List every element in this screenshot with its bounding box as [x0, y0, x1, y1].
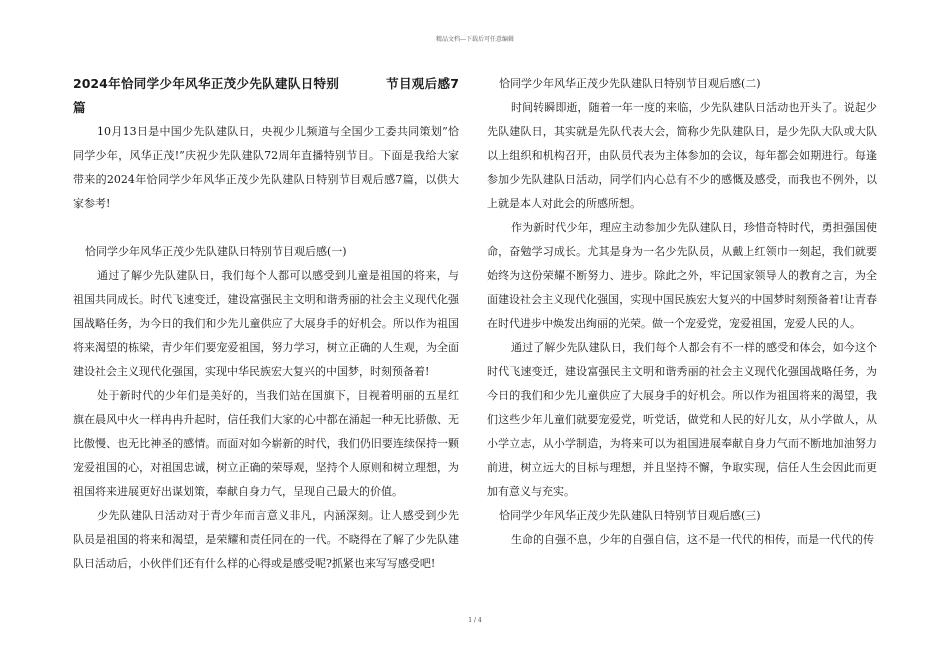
right-column [487, 72, 877, 552]
page-header-note: 精品文档---下载后可任意编辑 [435, 36, 515, 43]
section-2-paragraph: 作为新时代少年，理应主动参加少先队建队日，珍惜奇特时代，勇担强国使命，奋勉学习成长。尤其是身为一名少先队员，从戴上红领巾一刻起，我们就要始终为这份荣耀不断努力、进步。除此之外，牢记国家领导人的教育之言，为全面建设社会主义现代化强国，实现中国民族宏大复兴的中国梦时刻预备着!让青春在时代进步中焕发出绚丽的光荣。做一个宠爱党，宠爱祖国，宠爱人民的人。 [487, 221, 877, 330]
section-2-paragraph: 时间转瞬即逝，随着一年一度的来临，少先队建队日活动也开头了。说起少先队建队日，其实就是先队代表大会，简称少先队建队日，是少先队大队或大队以上组织和机构召开，由队员代表为主体参加的会议，每年都会如期进行。每逢参加少先队建队日活动，同学们内心总有不少的感慨及感受，而我也不例外，以上就是本人对此会的所感所想。 [487, 101, 877, 210]
page-number: 1 / 4 [468, 617, 482, 624]
section-title-2: 恰同学少年风华正茂少先队建队日特别节目观后感(二) [499, 77, 761, 90]
section-1-paragraph: 少先队建队日活动对于青少年而言意义非凡，内涵深刻。让人感受到少先队员是祖国的将来和渴望，是荣耀和责任同在的一代。不晓得在了解了少先队建队日活动后，小伙伴们还有什么样的心得或是感受呢?抓紧也来写写感受吧! [73, 509, 459, 570]
intro-paragraph: 10月13日是中国少先队建队日，央视少儿频道与全国少工委共同策划”恰同学少年，风华正茂!”庆祝少先队建队72周年直播特别节目。下面是我给大家带来的2024年恰同学少年风华正茂少先队建队日特别节目观后感7篇，以供大家参考! [73, 125, 459, 210]
section-title-1: 恰同学少年风华正茂少先队建队日特别节目观后感(一) [85, 245, 347, 258]
document-title: 2024年恰同学少年风华正茂少先队建队日特别 节目观后感7篇 [73, 76, 459, 115]
section-1-paragraph: 通过了解少先队建队日，我们每个人都可以感受到儿童是祖国的将来，与祖国共同成长。时代飞速变迁，建设富强民主文明和谐秀丽的社会主义现代化强国战略任务，为今日的我们和少先儿童供应了大展身手的好机会。所以作为祖国将来渴望的栋梁，青少年们要宠爱祖国，努力学习，树立正确的人生观，为全面建设社会主义现代化强国，实现中华民族宏大复兴的中国梦，时刻预备着! [73, 269, 459, 378]
spacer [73, 216, 459, 240]
section-3-paragraph: 生命的自强不息，少年的自强自信，这不是一代代的相传，而是一代代的传 [511, 533, 874, 546]
section-title-3: 恰同学少年风华正茂少先队建队日特别节目观后感(三) [499, 509, 761, 522]
section-2-paragraph: 通过了解少先队建队日，我们每个人都会有不一样的感受和体会，如今这个时代飞速变迁，建设富强民主文明和谐秀丽的社会主义现代化强国战略任务，为今日的我们和少先儿童供应了大展身手的好机会。所以作为祖国将来的渴望，我们这些少年儿童们就要宠爱党，听党话，做党和人民的好儿女，从小学做人，从小学立志，从小学制造，为将来可以为祖国进展奉献自身力气而不断地加油努力前进，树立远大的目标与理想，并且坚持不懈，争取实现，信任人生会因此而更加有意义与充实。 [487, 341, 877, 498]
section-1-paragraph: 处于新时代的少年们是美好的，当我们站在国旗下，目视着明丽的五星红旗在晨风中火一样冉冉升起时，信任我们大家的心中都在涌起一种无比骄傲、无比傲慢、也无比神圣的感情。而面对如今崭新的时代，我们仍旧要连续保持一颗宠爱祖国的心，对祖国忠诚，树立正确的荣辱观，坚持个人原则和树立理想，为祖国将来进展更好出谋划策，奉献自身力气，呈现自己最大的价值。 [73, 389, 459, 498]
left-column [73, 72, 459, 576]
